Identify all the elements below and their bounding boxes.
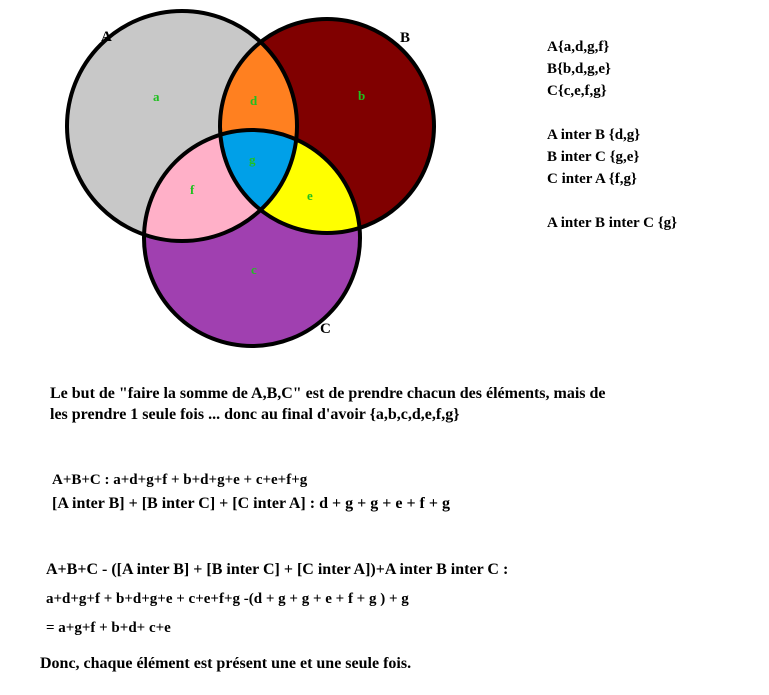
region-label-b: b (358, 88, 366, 103)
formula-line-1: A+B+C - ([A inter B] + [B inter C] + [C inter A])+A inter B inter C : (46, 561, 509, 578)
explanation-line-2: les prendre 1 seule fois ... donc au final d'avoir {a,b,c,d,e,f,g} (50, 406, 460, 423)
region-label-e: e (307, 188, 313, 203)
a-inter-b-inter-c: A inter B inter C {g} (547, 215, 678, 231)
set-label-a: A (101, 29, 112, 45)
explanation-paragraph (50, 386, 606, 428)
set-a-definition: A{a,d,g,f} (547, 39, 610, 55)
a-inter-b: A inter B {d,g} (547, 127, 641, 143)
set-b-definition: B{b,d,g,e} (547, 61, 611, 77)
set-label-c: C (320, 321, 331, 337)
set-c-definition: C{c,e,f,g} (547, 83, 607, 99)
set-definitions (547, 40, 677, 238)
set-label-b: B (400, 30, 411, 46)
region-label-a: a (153, 89, 160, 104)
c-inter-a: C inter A {f,g} (547, 171, 637, 187)
explanation-line-1: Le but de "faire la somme de A,B,C" est de prendre chacun des éléments, mais de (50, 385, 606, 402)
region-label-f: f (190, 182, 195, 197)
sum-line-2: [A inter B] + [B inter C] + [C inter A] : d + g + g + e + f + g (52, 495, 450, 512)
b-inter-c: B inter C {g,e} (547, 149, 640, 165)
region-label-g: g (249, 152, 256, 167)
conclusion: Donc, chaque élément est présent une et une seule fois. (40, 655, 412, 672)
region-label-d: d (250, 93, 258, 108)
region-label-c: c (251, 262, 257, 277)
sum-line-1: A+B+C : a+d+g+f + b+d+g+e + c+e+f+g (52, 472, 308, 488)
formula-line-3: = a+g+f + b+d+ c+e (46, 620, 171, 636)
formula-line-2: a+d+g+f + b+d+g+e + c+e+f+g -(d + g + g + e + f + g ) + g (46, 591, 409, 607)
